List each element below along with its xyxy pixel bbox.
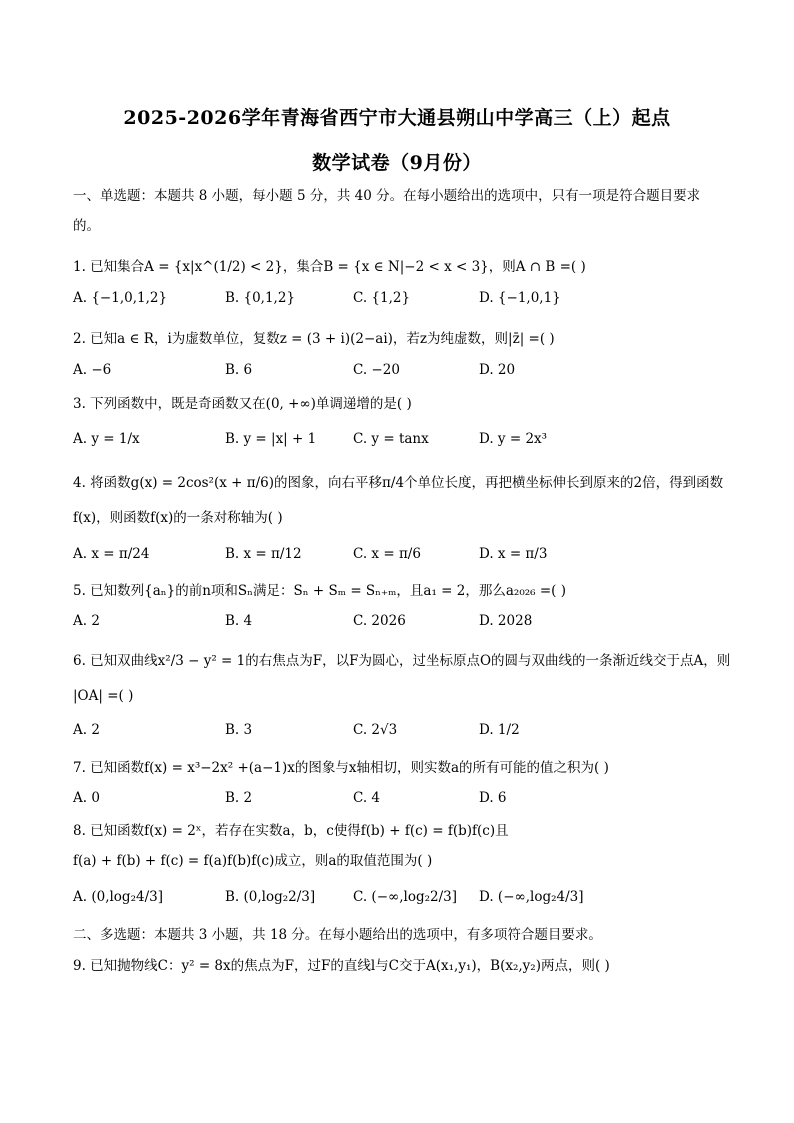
- question-1-options: [73, 290, 753, 308]
- section-1-heading: 一、单选题：本题共 8 小题，每小题 5 分，共 40 分。在每小题给出的选项中，只有一项是符合题目要求: [73, 188, 701, 204]
- section-1-heading-cont: 的。: [73, 218, 100, 234]
- option-c: C. {1,2}: [353, 290, 411, 306]
- option-d: D. 2028: [479, 613, 533, 629]
- option-c: C. 4: [353, 790, 381, 806]
- option-b: B. 6: [225, 362, 253, 378]
- option-d: D. (−∞,log₂4/3]: [479, 889, 584, 905]
- question-4-stem-cont: f(x)，则函数f(x)的一条对称轴为( ): [73, 510, 283, 526]
- option-d: D. 6: [479, 790, 507, 806]
- option-c: C. 2026: [353, 613, 406, 629]
- option-a: A. {−1,0,1,2}: [73, 290, 168, 306]
- option-c: C. x = π/6: [353, 546, 421, 562]
- option-c: C. 2√3: [353, 722, 398, 738]
- question-7-stem: 7. 已知函数f(x) = x³−2x² +(a−1)x的图象与x轴相切，则实数a的所有可能的值之积为( ): [73, 760, 609, 776]
- option-d: D. y = 2x³: [479, 431, 548, 447]
- option-b: B. {0,1,2}: [225, 290, 296, 306]
- question-1-stem: 1. 已知集合A = {x|x^(1/2) < 2}，集合B = {x ∈ N|−2 < x < 3}，则A ∩ B =( ): [73, 259, 586, 275]
- option-c: C. −20: [353, 362, 400, 378]
- option-d: D. 20: [479, 362, 516, 378]
- option-b: B. x = π/12: [225, 546, 302, 562]
- option-c: C. (−∞,log₂2/3]: [353, 889, 458, 905]
- option-a: A. y = 1/x: [73, 431, 140, 447]
- question-5-options: [73, 613, 753, 631]
- question-8-options: [73, 889, 753, 907]
- question-6-stem-cont: |OA| =( ): [73, 688, 134, 704]
- page-title: 2025-2026学年青海省西宁市大通县朔山中学高三（上）起点: [123, 107, 671, 129]
- question-3-stem: 3. 下列函数中，既是奇函数又在(0, +∞)单调递增的是( ): [73, 396, 412, 412]
- option-b: B. (0,log₂2/3]: [225, 889, 316, 905]
- page-subtitle: 数学试卷（9月份）: [312, 152, 482, 174]
- question-5-stem: 5. 已知数列{aₙ}的前n项和Sₙ满足：Sₙ + Sₘ = Sₙ₊ₘ，且a₁ = 2，那么a₂₀₂₆ =( ): [73, 583, 566, 599]
- question-8-stem: 8. 已知函数f(x) = 2ˣ，若存在实数a，b，c使得f(b) + f(c) = f(b)f(c)且: [73, 823, 509, 839]
- option-a: A. (0,log₂4/3]: [73, 889, 163, 905]
- question-8-stem-cont: f(a) + f(b) + f(c) = f(a)f(b)f(c)成立，则a的取值范围为( ): [73, 853, 433, 869]
- option-d: D. x = π/3: [479, 546, 548, 562]
- question-3-options: [73, 431, 753, 449]
- option-a: A. 2: [73, 722, 100, 738]
- question-6-options: [73, 722, 753, 740]
- question-4-options: [73, 546, 753, 564]
- question-4-stem: 4. 将函数g(x) = 2cos²(x + π/6)的图象，向右平移π/4个单位长度，再把横坐标伸长到原来的2倍，得到函数: [73, 475, 724, 491]
- option-a: A. 2: [73, 613, 100, 629]
- option-a: A. 0: [73, 790, 100, 806]
- option-a: A. x = π/24: [73, 546, 150, 562]
- question-9-stem: 9. 已知抛物线C：y² = 8x的焦点为F，过F的直线l与C交于A(x₁,y₁)，B(x₂,y₂)两点，则( ): [73, 958, 610, 974]
- option-d: D. 1/2: [479, 722, 520, 738]
- question-2-options: [73, 362, 753, 380]
- option-b: B. 2: [225, 790, 253, 806]
- option-d: D. {−1,0,1}: [479, 290, 561, 306]
- option-b: B. y = |x| + 1: [225, 431, 317, 447]
- question-6-stem: 6. 已知双曲线x²/3 − y² = 1的右焦点为F，以F为圆心，过坐标原点O的圆与双曲线的一条渐近线交于点A，则: [73, 653, 731, 669]
- question-7-options: [73, 790, 753, 808]
- option-c: C. y = tanx: [353, 431, 429, 447]
- section-2-heading: 二、多选题：本题共 3 小题，共 18 分。在每小题给出的选项中，有多项符合题目要求。: [73, 927, 602, 943]
- question-2-stem: 2. 已知a ∈ R，i为虚数单位，复数z = (3 + i)(2−ai)，若z为纯虚数，则|z̄| =( ): [73, 331, 555, 347]
- option-b: B. 4: [225, 613, 253, 629]
- option-b: B. 3: [225, 722, 253, 738]
- option-a: A. −6: [73, 362, 112, 378]
